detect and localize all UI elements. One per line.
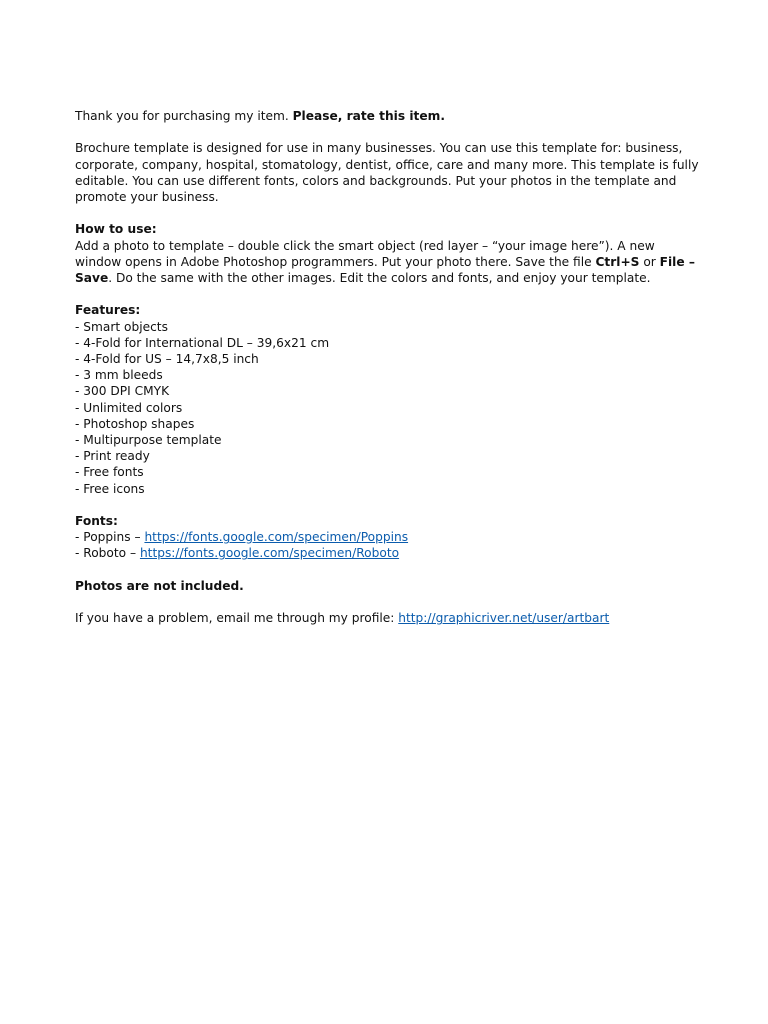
features-heading: Features: (75, 303, 141, 318)
intro-text: Thank you for purchasing my item. (75, 109, 289, 123)
features-section (75, 302, 700, 496)
fonts-list (75, 529, 700, 561)
fonts-section (75, 513, 700, 562)
feature-item: - Free icons (75, 481, 700, 497)
feature-item: - Unlimited colors (75, 400, 700, 416)
features-list (75, 319, 700, 497)
fonts-heading: Fonts: (75, 514, 118, 529)
profile-link[interactable]: http://graphicriver.net/user/artbart (398, 611, 610, 626)
feature-item: - 4-Fold for US – 14,7x8,5 inch (75, 351, 700, 367)
contact-text: If you have a problem, email me through my profile: (75, 611, 395, 626)
shortcut-file-save: File – Save (75, 254, 695, 285)
how-to-use-or: or (643, 254, 656, 269)
how-to-use-text-2: . Do the same with the other images. Edit the colors and fonts, and enjoy your template. (108, 271, 651, 285)
poppins-font-link[interactable]: https://fonts.google.com/specimen/Poppins (144, 530, 409, 545)
font-name: Poppins – (83, 530, 141, 545)
photos-note: Photos are not included. (75, 578, 244, 593)
feature-item: - Free fonts (75, 464, 700, 480)
feature-item: - Smart objects (75, 319, 700, 335)
font-item-roboto (75, 545, 700, 561)
contact-paragraph (75, 610, 700, 626)
roboto-font-link[interactable]: https://fonts.google.com/specimen/Roboto (139, 546, 400, 561)
font-item-poppins (75, 529, 700, 545)
how-to-use-text-1: Add a photo to template – double click the smart object (red layer – “your image here”). A new window opens in Adobe Photoshop programmers. Put your photo there. Save the file (75, 238, 655, 269)
feature-item: - 4-Fold for International DL – 39,6x21 cm (75, 335, 700, 351)
feature-item: - 3 mm bleeds (75, 367, 700, 383)
description-paragraph: Brochure template is designed for use in many businesses. You can use this template for: business, corporate, company, hospital, stomatology, dentist, office, care and many more. This template is fully editable. You can use different fonts, colors and backgrounds. Put your photos in the template and promote your business. (75, 141, 699, 204)
shortcut-ctrl-s: Ctrl+S (595, 254, 640, 269)
feature-item: - Photoshop shapes (75, 416, 700, 432)
document-page (75, 108, 700, 643)
intro-paragraph (75, 108, 700, 124)
how-to-use-section (75, 221, 700, 286)
feature-item: - 300 DPI CMYK (75, 383, 700, 399)
font-name: Roboto – (83, 546, 137, 561)
feature-item: - Multipurpose template (75, 432, 700, 448)
how-to-use-heading: How to use: (75, 222, 157, 237)
rate-request: Please, rate this item. (292, 109, 445, 123)
feature-item: - Print ready (75, 448, 700, 464)
